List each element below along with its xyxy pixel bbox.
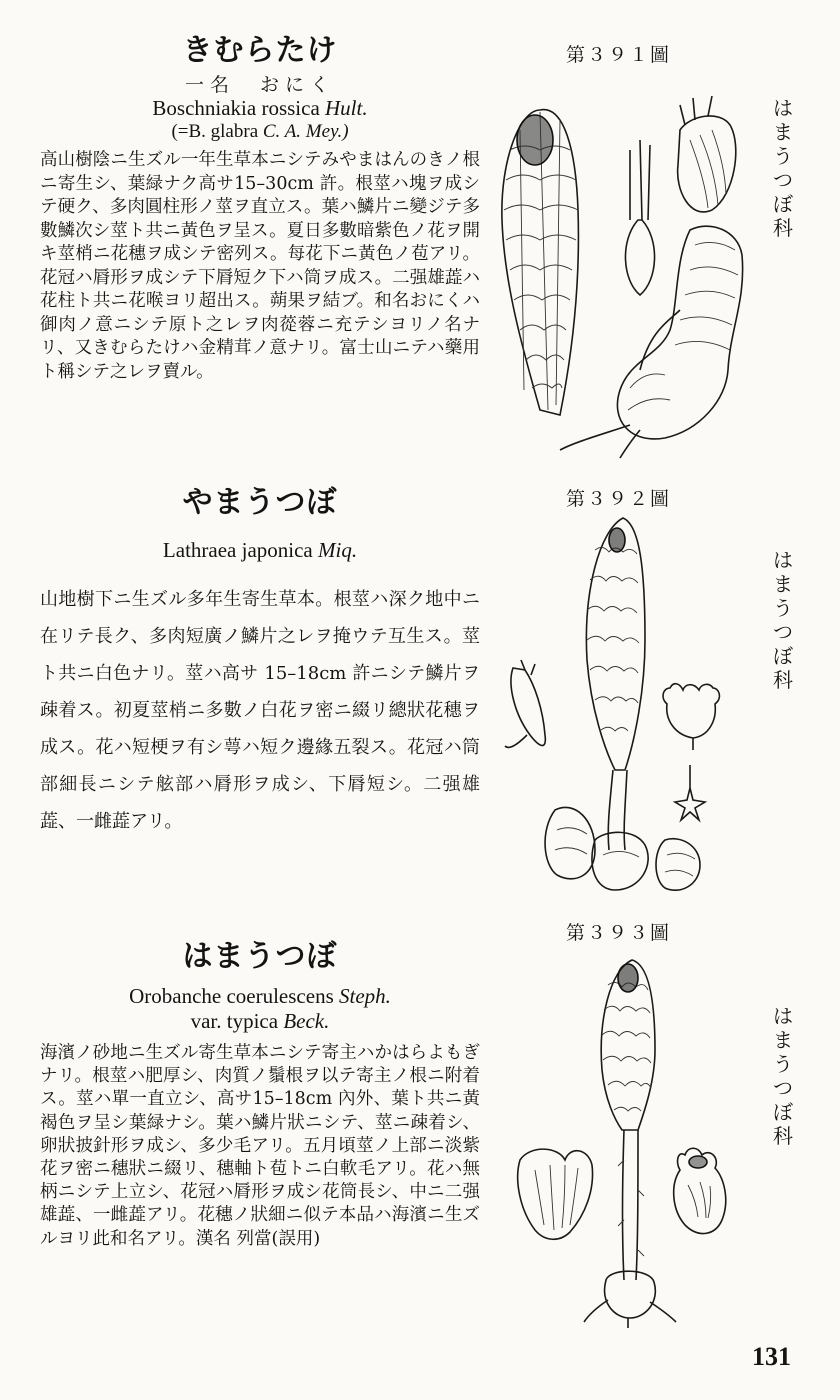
scientific-name: Lathraea japonica Miq.	[162, 538, 358, 562]
figure-label: 第３９２圖	[566, 488, 672, 510]
entry-description: 高山樹陰ニ生ズル一年生草本ニシテみやまはんのきノ根ニ寄生シ、葉緑ナク高サ15–30cm 許。根莖ハ塊ヲ成シテ硬ク、多肉圓柱形ノ莖ヲ直立ス。葉ハ鱗片ニ變ジテ多數鱗次シ莖ト共ニ黃色ヲ呈ス。夏日多數暗紫色ノ花ヲ開キ莖梢ニ花穗ヲ成シテ密列ス。每花下ニ黃色ノ苞アリ。花冠ハ脣形ヲ成シテ下脣短ク下ハ筒ヲ成ス。二强雄蕋ハ花柱ト共ニ花喉ヨリ超出ス。蒴果ヲ結ブ。和名おにくハ御肉ノ意ニシテ原ト之レヲ肉蓯蓉ニ充テシヨリノ名ナリ、又きむらたけハ金精茸ノ意ナリ。富士山ニテハ藥用ト稱シテ之レヲ賣ル。	[40, 150, 480, 382]
entry-kimuratake	[40, 34, 480, 384]
plant-illustration-392	[495, 510, 760, 900]
plant-illustration-393	[510, 950, 760, 1330]
entry-title: きむらたけ	[182, 33, 338, 68]
entry-description: 海濱ノ砂地ニ生ズル寄生草本ニシテ寄主ハかはらよもぎナリ。根莖ハ肥厚シ、肉質ノ鬚根ヲ以テ寄主ノ根ニ附着ス。莖ハ單一直立シ、高サ15–18cm 內外、葉ト共ニ黃褐色ヲ呈シ葉緑ナシ。葉ハ鱗片狀ニシテ、莖ニ疎着シ、卵狀披針形ヲ成シ、多少毛アリ。五月頃莖ノ上部ニ淡紫花ヲ密ニ穗狀ニ綴リ、穗軸ト苞トニ白軟毛アリ。花ハ無柄ニシテ上立シ、花冠ハ脣形ヲ成シ花筒長シ、中ニ二强雄蕋、一雌蕋アリ。花穗ノ狀細ニ似テ本品ハ海濱ニ生ズルヨリ此和名アリ。漢名 列當(誤用)	[40, 1043, 480, 1249]
page-number: 131	[752, 1342, 791, 1371]
figure-label: 第３９１圖	[566, 44, 672, 66]
entry-hamautsubo	[40, 940, 480, 1251]
entry-alias: 一名 おにく	[184, 74, 335, 96]
entry-yamautsubo	[40, 486, 480, 840]
scientific-name: Boschniakia rossica Hult.	[152, 96, 368, 120]
entry-title: はまうつぼ	[182, 939, 338, 974]
scientific-name: Orobanche coerulescens Steph.	[129, 984, 391, 1008]
figure-label: 第３９３圖	[566, 922, 672, 944]
variety-name: var. typica Beck.	[190, 1009, 330, 1033]
plant-illustration-391	[480, 70, 760, 460]
entry-title: やまうつぼ	[182, 485, 338, 520]
family-label: は ま う つ ぼ 科	[773, 1004, 793, 1148]
synonym: (=B. glabra C. A. Mey.)	[171, 121, 349, 142]
entry-description: 山地樹下ニ生ズル多年生寄生草本。根莖ハ深ク地中ニ在リテ長ク、多肉短廣ノ鱗片之レヲ掩ウテ互生ス。莖ト共ニ白色ナリ。莖ハ高サ 15–18cm 許ニシテ鱗片ヲ疎着ス。初夏莖梢ニ多數ノ白花ヲ密ニ綴リ總狀花穗ヲ成ス。花ハ短梗ヲ有シ萼ハ短ク邊緣五裂ス。花冠ハ筒部細長ニシテ舷部ハ脣形ヲ成シ、下脣短シ。二强雄蕋、一雌蕋アリ。	[40, 589, 480, 832]
family-label: は ま う つ ぼ 科	[773, 548, 793, 692]
family-label: は ま う つ ぼ 科	[773, 96, 793, 240]
